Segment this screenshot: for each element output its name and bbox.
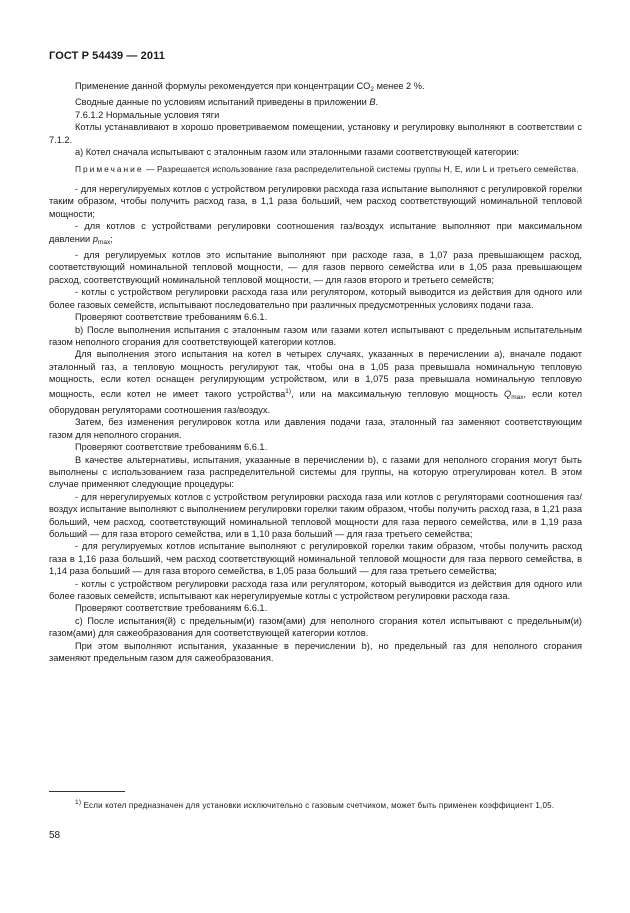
paragraph: с) После испытания(й) с предельным(и) газом(ами) для неполного сгорания котел испытывают с предельным(и) газом(ами) для сажеобразования для соответствующей категории котлов. [49,615,582,639]
paragraph: Для выполнения этого испытания на котел в четырех случаях, указанных в перечислении а), вначале подают эталонный газ, а тепловую мощность регулируют так, чтобы она в 1,05 раза превышала номинальную тепловую мощность, если котел оснащен регулирующим устройством, или в 1,075 раза превышала номинальную тепловую мощность, если котел не имеет такого устройства$^{1)}$, или на максимальную тепловую мощность $Q_{max}$, если котел оборудован регуляторами соотношения газ/воздух. [49,349,582,415]
paragraph: Проверяют соответствие требованиям 6.6.1. [75,312,268,323]
page-number: 58 [49,830,61,841]
footnote: $^{1)}$ Если котел предназначен для установки исключительно с газовым счетчиком, может быть применен коэффициент 1,05. [75,799,555,810]
document-body [49,80,582,664]
list-item: - котлы с устройством регулировки расхода газа или регулятором, который выводится из действия для одного или более газовых семейств, испытывают последовательно при различных предусмотренных условиях подачи газа. [49,287,582,310]
footnote-divider [49,791,125,792]
paragraph: В качестве альтернативы, испытания, указанные в перечислении b), с газами для неполного сгорания могут быть выполнены с использованием газа распределительной системы для группы, на которую отрегулирован котел. В этом случае применяют следующие процедуры: [49,454,582,490]
paragraph: Проверяют соответствие требованиям 6.6.1. [75,442,268,453]
list-item: - для нерегулируемых котлов с устройством регулировки расхода газа или котлов с регуляторами соотношения газ/воздух испытание выполняют с выполнением регулировки горелки таким образом, чтобы получить расход газа, в 1,21 раза больший, чем расход, соответствующий номинальной тепловой мощности для газа первого семейства, или в 1,19 раза больший — для газа второго семейства, или в 1,10 раза больший — для газа третьего семейства; [49,491,582,539]
paragraph: При этом выполняют испытания, указанные в перечислении b), но предельный газ для неполного сгорания заменяют предельным газом для сажеобразования. [49,640,582,664]
footnote-ref: 1) [285,387,292,395]
note: Примечание — Разрешается использование газа распределительной системы группы Н, Е, или L и третьего семейства. [75,164,579,175]
list-item: - для регулируемых котлов это испытание выполняют при расходе газа, в 1,07 раза превышающем расход, соответствующий номинальной тепловой мощности, — для газов первого семейства или в 1,05 раза превышающем расход, соответствующий номинальной тепловой мощности, — для газов второго и третьего семейств; [49,250,582,285]
paragraph: Применение данной формулы рекомендуется при концентрации $CO_2$ менее 2 %. [75,81,425,93]
paragraph: Проверяют соответствие требованиям 6.6.1. [75,603,268,614]
paragraph: Затем, без изменения регулировок котла или давления подачи газа, эталонный газ заменяют соответствующим газом для неполного сгорания. [49,417,582,440]
list-item: - для регулируемых котлов испытание выполняют с регулировкой горелки таким образом, чтобы получить расход газа в 1,16 раза больший, чем расход соответствующий номинальной тепловой мощности для газа первого семейства, в 1,14 раза больший — для газа второго семейства, в 1,05 раза больший — для газа третьего семейства; [49,541,582,577]
paragraph: b) После выполнения испытания с эталонным газом или газами котел испытывают с предельным испытательным газом неполного сгорания для соответствующей категории котлов. [49,324,582,347]
section-heading: 7.6.1.2 Нормальные условия тяги [75,109,220,120]
paragraph: Сводные данные по условиям испытаний приведены в приложении В. [75,97,379,108]
document-header: ГОСТ Р 54439 — 2011 [49,50,165,62]
paragraph: Котлы устанавливают в хорошо проветриваемом помещении, установку и регулировку выполняют в соответствии с 7.1.2. [49,122,582,145]
list-item: - для котлов с устройствами регулировки соотношения газ/воздух испытание выполняют при максимальном давлении $p_{max}$; [49,221,582,246]
list-item: - для нерегулируемых котлов с устройством регулировки расхода газа испытание выполняют с регулировкой горелки таким образом, чтобы получить расход газа, в 1,1 раза больший, чем расход соответствующий номинальной тепловой мощности; [49,184,582,219]
footnote-mark: 1) [75,799,82,806]
list-item: - котлы с устройством регулировки расхода газа или регулятором, который выводится из действия для одного или более газовых семейств, испытывают как нерегулируемые котлы с устройством регулировки расхода газа. [49,578,582,602]
paragraph: а) Котел сначала испытывают с эталонным газом или эталонными газами соответствующей категории: [75,147,520,158]
note-label: Примечание [75,164,144,175]
